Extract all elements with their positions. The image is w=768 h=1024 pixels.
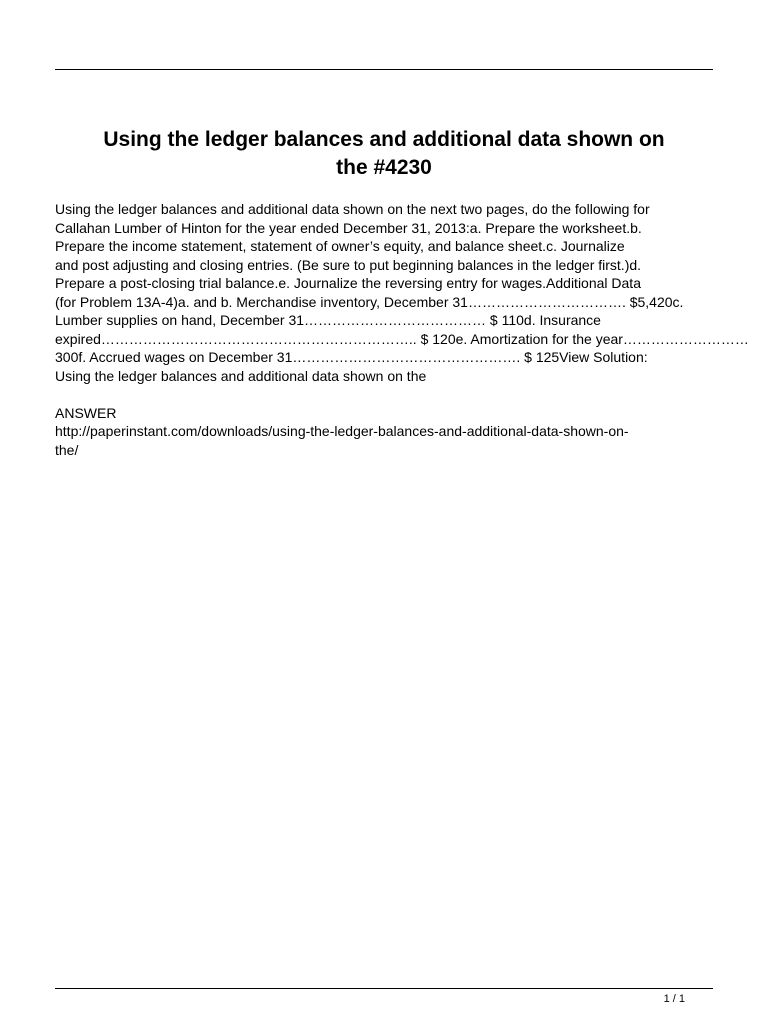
body-line: Callahan Lumber of Hinton for the year ended December 31, 2013:a. Prepare the worksheet.b.	[55, 219, 642, 236]
body-line: Lumber supplies on hand, December 31………………………………… $ 110d. Insurance	[55, 312, 601, 328]
body-line: (for Problem 13A-4)a. and b. Merchandise inventory, December 31……………………………. $5,420c.	[55, 293, 684, 310]
body-line: Prepare a post-closing trial balance.e. Journalize the reversing entry for wages.Additional Data	[55, 275, 641, 291]
document-body	[55, 200, 768, 459]
body-line: Using the ledger balances and additional data shown on the next two pages, do the following for	[55, 201, 650, 217]
body-line: 300f. Accrued wages on December 31…………………………………………. $ 125View Solution:	[55, 349, 648, 365]
paragraph-gap	[55, 385, 768, 404]
answer-link-continued[interactable]: the/	[55, 441, 79, 458]
body-line: Using the ledger balances and additional data shown on the	[55, 367, 427, 384]
body-line: expired………………………………………………………….. $ 120e. Amortization for the year………………………	[55, 330, 749, 347]
body-line: and post adjusting and closing entries. (Be sure to put beginning balances in the ledger first.)d.	[55, 256, 642, 273]
answer-link[interactable]: http://paperinstant.com/downloads/using-the-ledger-balances-and-additional-data-shown-on-	[55, 423, 629, 439]
title-line-2: the #4230	[336, 156, 432, 179]
answer-label: ANSWER	[55, 404, 117, 421]
header-rule	[55, 69, 713, 70]
title-line-1: Using the ledger balances and additional data shown on	[103, 128, 665, 151]
page-number: 1 / 1	[663, 993, 685, 1005]
page-title	[55, 126, 713, 182]
body-line: Prepare the income statement, statement of owner’s equity, and balance sheet.c. Journalize	[55, 238, 625, 254]
footer-rule	[55, 988, 713, 989]
